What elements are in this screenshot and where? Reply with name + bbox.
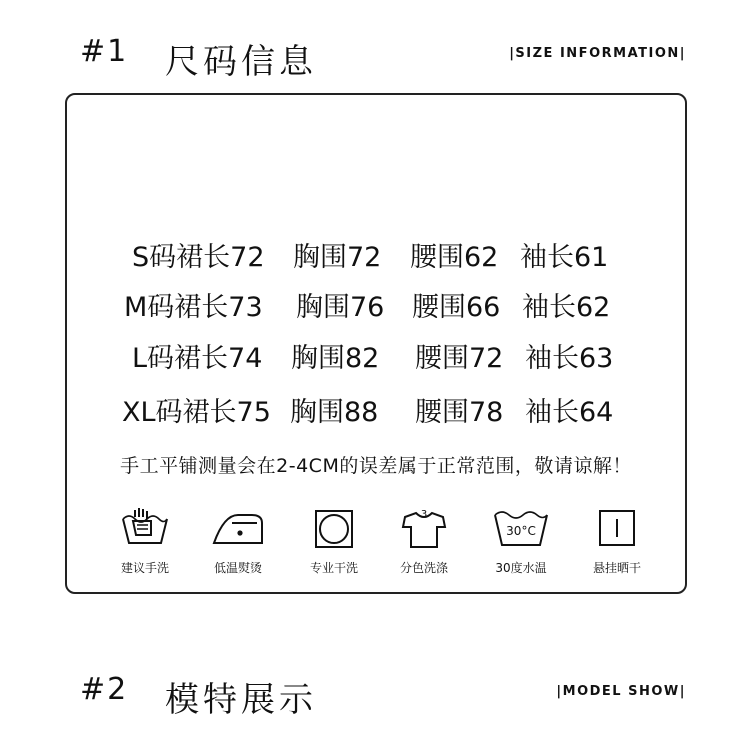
size-length: S码裙长72 — [132, 242, 265, 273]
care-label: 悬挂晒干 — [592, 561, 641, 575]
size-bust: 胸围76 — [296, 292, 385, 323]
care-label: 专业干洗 — [309, 561, 358, 575]
wash-temp-text: 30°C — [506, 524, 536, 538]
size-waist: 腰围78 — [415, 397, 504, 428]
svg-text:3: 3 — [420, 509, 428, 520]
size-sleeve: 袖长64 — [525, 397, 614, 428]
dry-clean-icon — [312, 507, 356, 551]
care-item-wash-30 — [476, 507, 566, 577]
care-label: 30度水温 — [495, 561, 547, 575]
section-number: #1 — [80, 34, 129, 69]
care-item-dry-clean — [289, 507, 379, 577]
size-length: L码裙长74 — [132, 343, 263, 374]
size-row-s — [67, 235, 685, 275]
section-subtitle: |MODEL SHOW| — [556, 684, 686, 699]
size-length: XL码裙长75 — [122, 397, 271, 428]
care-label: 低温熨烫 — [213, 561, 262, 575]
size-length: M码裙长73 — [124, 292, 263, 323]
size-sleeve: 袖长63 — [525, 343, 614, 374]
size-row-m — [67, 285, 685, 325]
hang-dry-icon — [595, 507, 639, 551]
section-header-model-show — [0, 668, 750, 728]
size-waist: 腰围72 — [415, 343, 504, 374]
section-subtitle: |SIZE INFORMATION| — [509, 46, 686, 61]
hand-wash-icon — [120, 507, 170, 551]
care-item-hang-dry — [572, 507, 662, 577]
measurement-note: 手工平铺测量会在2-4CM的误差属于正常范围，敬请谅解！ — [120, 455, 632, 477]
section-title: 模特展示 — [165, 680, 317, 720]
size-row-xl — [67, 390, 685, 430]
section-title: 尺码信息 — [165, 42, 317, 82]
care-label: 建议手洗 — [120, 561, 169, 575]
size-bust: 胸围88 — [290, 397, 379, 428]
section-header-size-info — [0, 28, 750, 88]
size-row-l — [67, 336, 685, 376]
care-item-hand-wash — [100, 507, 190, 577]
size-bust: 胸围72 — [293, 242, 382, 273]
separate-color-wash-icon — [399, 507, 449, 551]
size-sleeve: 袖长61 — [520, 242, 609, 273]
section-number: #2 — [80, 672, 129, 707]
size-bust: 胸围82 — [291, 343, 380, 374]
care-label: 分色洗涤 — [399, 561, 448, 575]
size-waist: 腰围66 — [412, 292, 501, 323]
size-sleeve: 袖长62 — [522, 292, 611, 323]
low-temp-iron-icon — [210, 507, 266, 551]
size-info-card — [65, 93, 687, 594]
wash-30-icon — [492, 507, 550, 551]
care-item-separate-wash — [379, 507, 469, 577]
care-item-low-temp-iron — [193, 507, 283, 577]
size-waist: 腰围62 — [410, 242, 499, 273]
